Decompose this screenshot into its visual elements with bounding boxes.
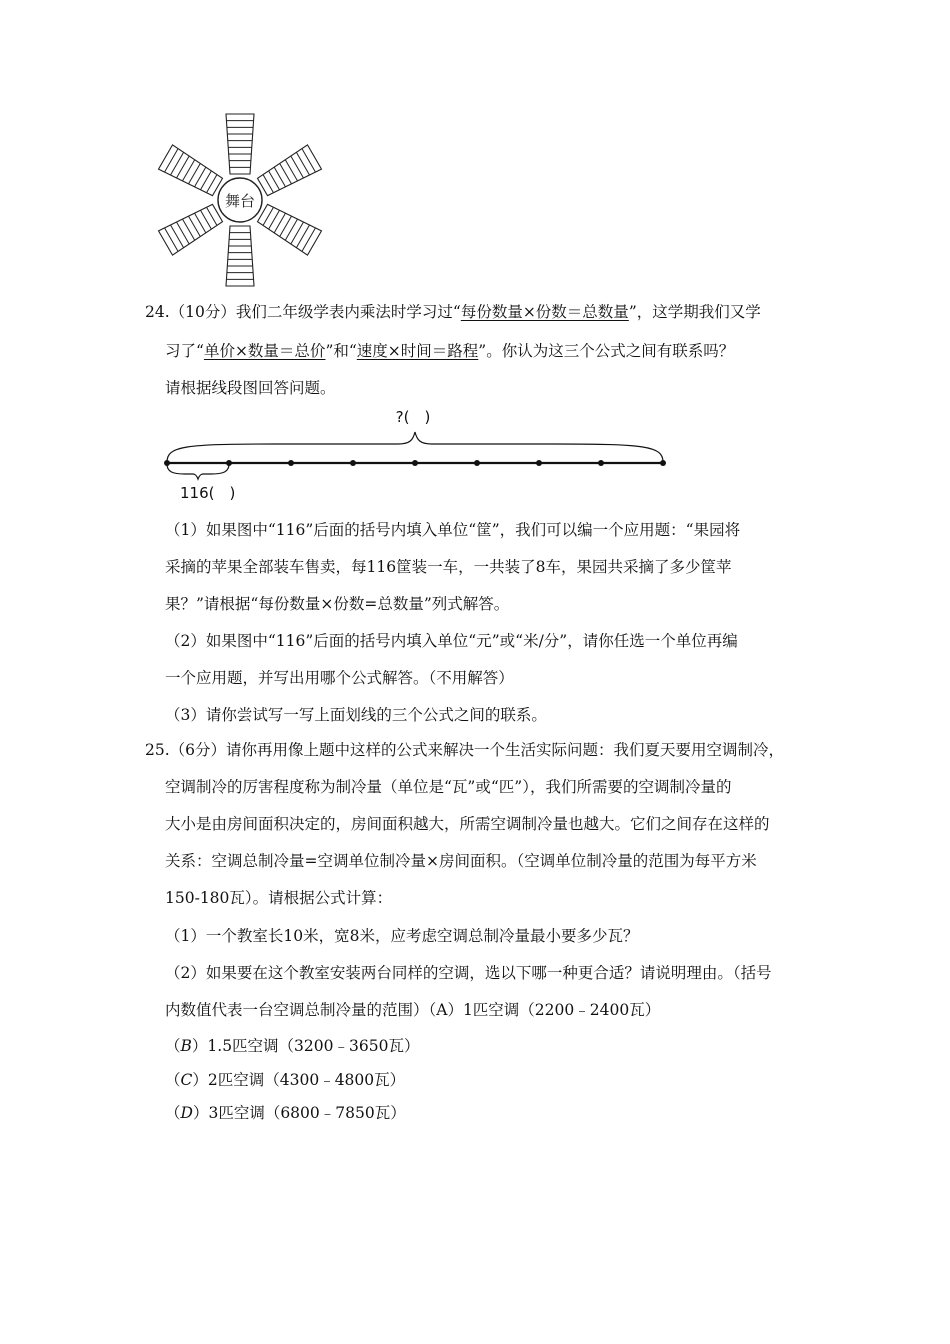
option-letter: C bbox=[180, 1071, 193, 1089]
q24-p2-line-2: 一个应用题，并写出用哪个公式解答。（不用解答） bbox=[165, 669, 514, 687]
q24-text: 24.（10分）我们二年级学表内乘法时学习过“ bbox=[145, 303, 461, 321]
q24-text: ”和“ bbox=[325, 342, 357, 360]
option-letter: D bbox=[180, 1104, 193, 1122]
seat-block-outline bbox=[256, 201, 322, 255]
segment-diagram bbox=[155, 402, 695, 502]
q24-text: ”，这学期我们又学 bbox=[628, 303, 761, 321]
stage-label: 舞台 bbox=[224, 192, 256, 210]
part-brace bbox=[167, 464, 229, 479]
q25-line-1: 25.（6分）请你再用像上题中这样的公式来解决一个生活实际问题：我们夏天要用空调制冷， bbox=[145, 741, 785, 759]
option-paren: （ bbox=[165, 1071, 181, 1089]
segment-point bbox=[288, 460, 294, 466]
q25-line-3: 大小是由房间面积决定的，房间面积越大，所需空调制冷量也越大。它们之间存在这样的 bbox=[165, 815, 770, 833]
seat-block-outline bbox=[226, 226, 254, 286]
seat-block bbox=[159, 201, 225, 255]
q24-line-1 bbox=[145, 302, 761, 322]
q24-p2-line-1: （2）如果图中“116”后面的括号内填入单位“元”或“米/分”，请你任选一个单位再编 bbox=[165, 632, 738, 650]
part-label: 116( ) bbox=[180, 484, 236, 502]
seat-block bbox=[226, 114, 254, 174]
q25-option-b bbox=[165, 1036, 419, 1056]
seat-block bbox=[256, 201, 322, 255]
option-text: ）1.5匹空调（3200﹣3650瓦） bbox=[191, 1037, 420, 1055]
seat-block bbox=[226, 226, 254, 286]
option-paren: （ bbox=[165, 1037, 181, 1055]
total-brace bbox=[167, 432, 663, 462]
q25-line-5: 150-180瓦）。请根据公式计算： bbox=[165, 889, 393, 907]
q24-p1-line-3: 果？”请根据“每份数量×份数=总数量”列式解答。 bbox=[165, 595, 510, 613]
segment-point bbox=[598, 460, 604, 466]
q25-line-2: 空调制冷的厉害程度称为制冷量（单位是“瓦”或“匹”），我们所需要的空调制冷量的 bbox=[165, 778, 732, 796]
option-letter: B bbox=[180, 1037, 192, 1055]
seat-block bbox=[159, 145, 225, 199]
q24-p3: （3）请你尝试写一写上面划线的三个公式之间的联系。 bbox=[165, 706, 547, 724]
segment-point bbox=[412, 460, 418, 466]
q25-option-c bbox=[165, 1070, 405, 1090]
q25-line-4: 关系：空调总制冷量=空调单位制冷量×房间面积。（空调单位制冷量的范围为每平方米 bbox=[165, 852, 757, 870]
seat-block-outline bbox=[226, 114, 254, 174]
formula-1: 每份数量×份数＝总数量 bbox=[460, 303, 629, 321]
segment-point bbox=[536, 460, 542, 466]
q24-p1-line-1: （1）如果图中“116”后面的括号内填入单位“筐”，我们可以编一个应用题：“果园将 bbox=[165, 521, 741, 539]
q25-option-d bbox=[165, 1103, 406, 1123]
q25-p2-line-1: （2）如果要在这个教室安装两台同样的空调，选以下哪一种更合适？请说明理由。（括号 bbox=[165, 964, 772, 982]
stage-seating-figure bbox=[150, 110, 330, 290]
seat-block-outline bbox=[159, 201, 225, 255]
q25-p1: （1）一个教室长10米，宽8米，应考虑空调总制冷量最小要多少瓦？ bbox=[165, 927, 639, 945]
q24-line-2 bbox=[165, 341, 734, 361]
segment-point bbox=[660, 460, 666, 466]
seat-block-outline bbox=[159, 145, 225, 199]
segment-point bbox=[474, 460, 480, 466]
formula-3: 速度×时间＝路程 bbox=[356, 342, 479, 360]
formula-2: 单价×数量＝总价 bbox=[203, 342, 326, 360]
q24-text: 习了“ bbox=[165, 342, 204, 360]
seat-block bbox=[256, 145, 322, 199]
option-paren: （ bbox=[165, 1104, 181, 1122]
q24-p1-line-2: 采摘的苹果全部装车售卖，每116筐装一车，一共装了8车，果园共采摘了多少筐苹 bbox=[165, 558, 732, 576]
option-text: ）2匹空调（4300﹣4800瓦） bbox=[192, 1071, 406, 1089]
segment-point bbox=[350, 460, 356, 466]
q24-line-3: 请根据线段图回答问题。 bbox=[165, 379, 336, 397]
q25-p2-line-2: 内数值代表一台空调总制冷量的范围）（A）1匹空调（2200﹣2400瓦） bbox=[165, 1001, 661, 1019]
option-text: ）3匹空调（6800﹣7850瓦） bbox=[192, 1104, 406, 1122]
total-label: ?( ) bbox=[395, 408, 431, 426]
q24-text: ”。你认为这三个公式之间有联系吗？ bbox=[478, 342, 735, 360]
seat-block-outline bbox=[256, 145, 322, 199]
